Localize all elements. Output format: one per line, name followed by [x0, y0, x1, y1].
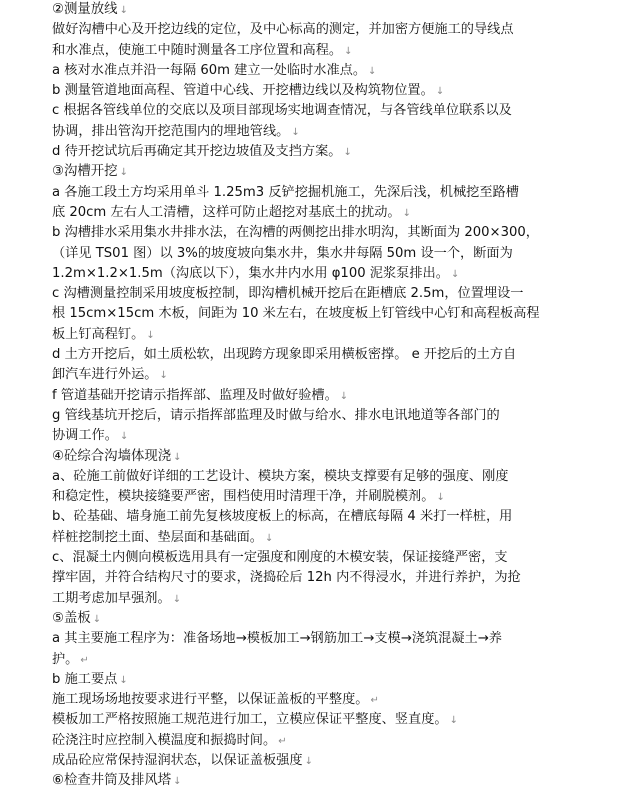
- line-text: 工期考虑加早强剂。: [52, 590, 171, 606]
- line-text: c 根据各管线单位的交底以及项目部现场实地调查情况，与各管线单位联系以及: [52, 103, 512, 119]
- line-text: 模板加工严格按照施工规范进行加工，立模应保证平整度、竖直度。: [52, 712, 448, 728]
- line-break-mark-icon: ↓: [449, 715, 459, 727]
- line-text: b 测量管道地面高程、管道中心线、开挖槽边线以及构筑物位置。: [52, 83, 434, 99]
- paragraph-mark-icon: ↵: [278, 735, 287, 747]
- line-text: 和稳定性，模块接缝要严密，围档使用时清理干净，并刷脱模剂。: [52, 489, 435, 505]
- line-text: 底 20cm 左右人工清槽，这样可防止超挖对基底土的扰动。: [52, 204, 401, 220]
- text-line: [52, 284, 612, 304]
- line-text: ⑥检查井筒及排风塔: [52, 773, 172, 789]
- text-line: [52, 304, 612, 324]
- text-line: [52, 528, 612, 548]
- line-text: g 管线基坑开挖后，请示指挥部监理及时做与给水、排水电讯地道等各部门的: [52, 407, 500, 423]
- text-line: [52, 264, 612, 284]
- line-text: b 施工要点: [52, 671, 118, 687]
- text-line: [52, 406, 612, 426]
- text-line: [52, 507, 612, 527]
- text-line: [52, 81, 612, 101]
- line-text: 砼浇注时应控制入模温度和振捣时间。: [52, 732, 277, 748]
- section-heading: [52, 771, 612, 791]
- line-text: d 待开挖试坑后再确定其开挖边坡值及支挡方案。: [52, 144, 342, 160]
- section-heading: [52, 162, 612, 182]
- text-line: [52, 244, 612, 264]
- text-line: [52, 710, 612, 730]
- line-text: 卸汽车进行外运。: [52, 367, 158, 383]
- line-break-mark-icon: ↓: [265, 532, 274, 544]
- line-break-mark-icon: ↓: [343, 147, 352, 159]
- line-text: ②测量放线: [52, 2, 118, 17]
- text-line: [52, 61, 612, 81]
- line-text: 护。: [52, 651, 79, 667]
- line-break-mark-icon: ↓: [436, 492, 445, 504]
- text-line: [52, 426, 612, 446]
- line-text: 做好沟槽中心及开挖边线的定位，及中心标高的测定，并加密方便施工的导线点: [52, 22, 514, 38]
- text-line: [52, 629, 612, 649]
- line-text: 协调工作。: [52, 428, 118, 444]
- line-text: 1.2m×1.2×1.5m（沟底以下），集水井内水用 φ100 泥浆泵排出。: [52, 265, 449, 281]
- text-line: [52, 670, 612, 690]
- line-break-mark-icon: ↓: [146, 329, 155, 341]
- text-line: [52, 203, 612, 223]
- section-heading: [52, 609, 612, 629]
- text-line: [52, 467, 612, 487]
- line-break-mark-icon: ↓: [92, 613, 102, 625]
- text-line: [52, 20, 612, 40]
- line-break-mark-icon: ↓: [172, 593, 182, 605]
- line-text: d 土方开挖后，如土质松软，出现跨方现象即采用横板密撑。 e 开挖后的土方自: [52, 347, 517, 363]
- text-line: [52, 568, 612, 588]
- text-line: [52, 751, 612, 771]
- line-break-mark-icon: ↓: [450, 268, 460, 280]
- section-heading: [52, 0, 612, 20]
- document-page: [52, 0, 612, 792]
- line-text: 板上钉高程钉。: [52, 326, 145, 342]
- line-text: c 沟槽测量控制采用坡度板控制，即沟槽机械开挖后在距槽底 2.5m，位置埋设一: [52, 286, 524, 302]
- text-line: [52, 386, 612, 406]
- line-text: 协调，排出管沟开挖范围内的埋地管线。: [52, 123, 290, 139]
- line-text: f 管道基础开挖请示指挥部、监理及时做好验槽。: [52, 387, 338, 403]
- line-break-mark-icon: ↓: [435, 86, 445, 98]
- line-break-mark-icon: ↓: [119, 674, 128, 686]
- line-text: ④砼综合沟墙体现浇: [52, 448, 172, 464]
- line-break-mark-icon: ↓: [173, 451, 182, 463]
- text-line: [52, 183, 612, 203]
- line-text: b 沟槽排水采用集水井排水法，在沟槽的两侧挖出排水明沟，其断面为 200×300，: [52, 225, 539, 241]
- line-break-mark-icon: ↓: [339, 390, 349, 402]
- line-text: ③沟槽开挖: [52, 164, 118, 180]
- text-line: [52, 325, 612, 345]
- line-text: ⑤盖板: [52, 610, 91, 626]
- text-line: [52, 223, 612, 243]
- paragraph-mark-icon: ↵: [370, 695, 379, 707]
- line-text: a、砼施工前做好详细的工艺设计、模块方案，模块支撑要有足够的强度、刚度: [52, 468, 509, 484]
- text-line: [52, 548, 612, 568]
- line-break-mark-icon: ↓: [173, 776, 182, 788]
- line-text: （详见 TS01 图）以 3%的坡度坡向集水井，集水井每隔 50m 设一个，断面为: [52, 245, 513, 261]
- line-text: 撑牢固，并符合结构尺寸的要求，浇捣砼后 12h 内不得浸水，并进行养护，为抢: [52, 570, 521, 586]
- text-line: [52, 690, 612, 710]
- line-text: 施工现场场地按要求进行平整，以保证盖板的平整度。: [52, 692, 369, 708]
- line-text: 成品砼应常保持湿润状态，以保证盖板强度: [52, 752, 303, 768]
- text-line: [52, 41, 612, 61]
- document-body: [52, 0, 612, 792]
- line-text: c、混凝土内侧向模板选用具有一定强度和刚度的木模安装，保证接缝严密，支: [52, 550, 508, 566]
- paragraph-mark-icon: ↵: [80, 654, 89, 666]
- text-line: [52, 365, 612, 385]
- text-line: [52, 487, 612, 507]
- text-line: [52, 142, 612, 162]
- text-line: [52, 101, 612, 121]
- line-text: a 其主要施工程序为：准备场地→模板加工→钢筋加工→支模→浇筑混凝土→养: [52, 631, 502, 647]
- line-break-mark-icon: ↓: [304, 755, 313, 767]
- line-break-mark-icon: ↓: [119, 167, 128, 179]
- line-text: b、砼基础、墙身施工前先复核坡度板上的标高，在槽底每隔 4 米打一样桩，用: [52, 509, 513, 525]
- text-line: [52, 345, 612, 365]
- line-break-mark-icon: ↓: [159, 370, 168, 382]
- line-break-mark-icon: ↓: [119, 431, 129, 443]
- text-line: [52, 650, 612, 670]
- text-line: [52, 589, 612, 609]
- line-break-mark-icon: ↓: [368, 65, 377, 77]
- section-heading: [52, 447, 612, 467]
- text-line: [52, 122, 612, 142]
- text-line: [52, 731, 612, 751]
- line-break-mark-icon: ↓: [402, 207, 411, 219]
- line-text: 和水准点，使施工中随时测量各工序位置和高程。: [52, 42, 343, 58]
- line-break-mark-icon: ↓: [119, 5, 128, 16]
- line-text: 根 15cm×15cm 木板，间距为 10 米左右，在坡度板上钉管线中心钉和高程板高程: [52, 306, 540, 322]
- line-break-mark-icon: ↓: [291, 126, 300, 138]
- line-text: a 核对水准点并沿一每隔 60m 建立一处临时水准点。: [52, 62, 367, 78]
- line-break-mark-icon: ↓: [344, 45, 353, 57]
- line-text: a 各施工段土方均采用单斗 1.25m3 反铲挖掘机施工，先深后浅，机械挖至路槽: [52, 184, 519, 200]
- line-text: 样桩挖制挖土面、垫层面和基础面。: [52, 529, 263, 545]
